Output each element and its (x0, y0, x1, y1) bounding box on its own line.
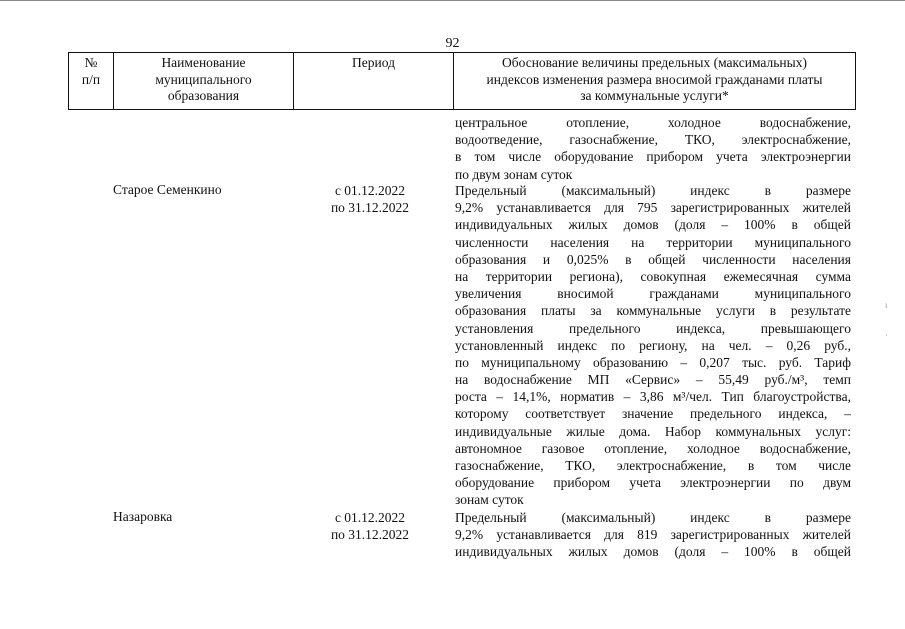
header-basis: Обоснование величины предельных (максимальных) индексов изменения размера вносимой гражданами платы за коммунальные услуги* (486, 55, 823, 103)
row-basis-text (455, 182, 851, 509)
text-line: по муниципальному образованию – 0,207 тыс. руб. Тариф (455, 354, 851, 370)
text-line: установленный индекс по региону, на чел. – 0,26 руб., (455, 337, 851, 353)
text-line: газоснабжение, ТКО, электроснабжение, в том числе (455, 458, 851, 473)
text-line: Предельный (максимальный) индекс в размере (455, 510, 851, 525)
text-line: численности населения на территории муниципального (455, 234, 851, 250)
text-line: образования и 0,025% в общей численности населения (455, 251, 851, 267)
header-period: Период (294, 53, 454, 109)
scan-artifact-mark: ι (885, 300, 888, 310)
text-line: на водоснабжение МП «Сервис» – 55,49 руб./м³, темп (455, 372, 851, 388)
text-line: установления предельного индекса, превышающего (455, 320, 851, 336)
text-line: индивидуальных жилых домов (доля – 100% в общей (455, 217, 851, 233)
text-line: зонам суток (455, 492, 524, 508)
header-num: № п/п (69, 53, 114, 109)
text-line: 9,2% устанавливается для 795 зарегистрированных жителей (455, 200, 851, 216)
row-period: с 01.12.2022 по 31.12.2022 (330, 510, 410, 543)
text-line: оборудование прибором учета электроэнергии по двум (455, 475, 851, 491)
page-number: 92 (445, 36, 460, 51)
text-line: роста – 14,1%, норматив – 3,86 м³/чел. Тип благоустройства, (455, 389, 851, 405)
text-line: на территории региона), совокупная ежемесячная сумма (455, 268, 851, 284)
table-header (68, 52, 856, 110)
text-line: индивидуальных жилых домов (доля – 100% в общей (455, 544, 851, 560)
text-line: 9,2% устанавливается для 819 зарегистрированных жителей (455, 527, 851, 543)
text-line: водоотведение, газоснабжение, ТКО, электроснабжение, (455, 132, 851, 148)
text-line: Предельный (максимальный) индекс в размере (455, 183, 851, 198)
scan-top-border (0, 0, 905, 1)
text-line: в том числе оборудование прибором учета электроэнергии (455, 149, 851, 165)
row-basis-text (455, 509, 851, 561)
row-municipality-name: Старое Семенкино (113, 182, 222, 197)
scan-artifact-mark: · (885, 330, 888, 340)
text-line: увеличения вносимой гражданами муниципального (455, 286, 851, 302)
row-period: с 01.12.2022 по 31.12.2022 (330, 183, 410, 216)
text-line: которому соответствует значение предельного индекса, – (455, 406, 851, 422)
header-municipality: Наименование муниципального образования (114, 53, 294, 109)
text-line: по двум зонам суток (455, 166, 573, 182)
text-line: автономное газовое отопление, холодное водоснабжение, (455, 440, 851, 456)
continuation-text (455, 114, 851, 183)
row-municipality-name: Назаровка (113, 509, 173, 524)
text-line: индивидуальные жилые дома. Набор коммунальных услуг: (455, 423, 851, 439)
text-line: образования платы за коммунальные услуги в результате (455, 303, 851, 319)
text-line: центральное отопление, холодное водоснабжение, (455, 115, 851, 130)
